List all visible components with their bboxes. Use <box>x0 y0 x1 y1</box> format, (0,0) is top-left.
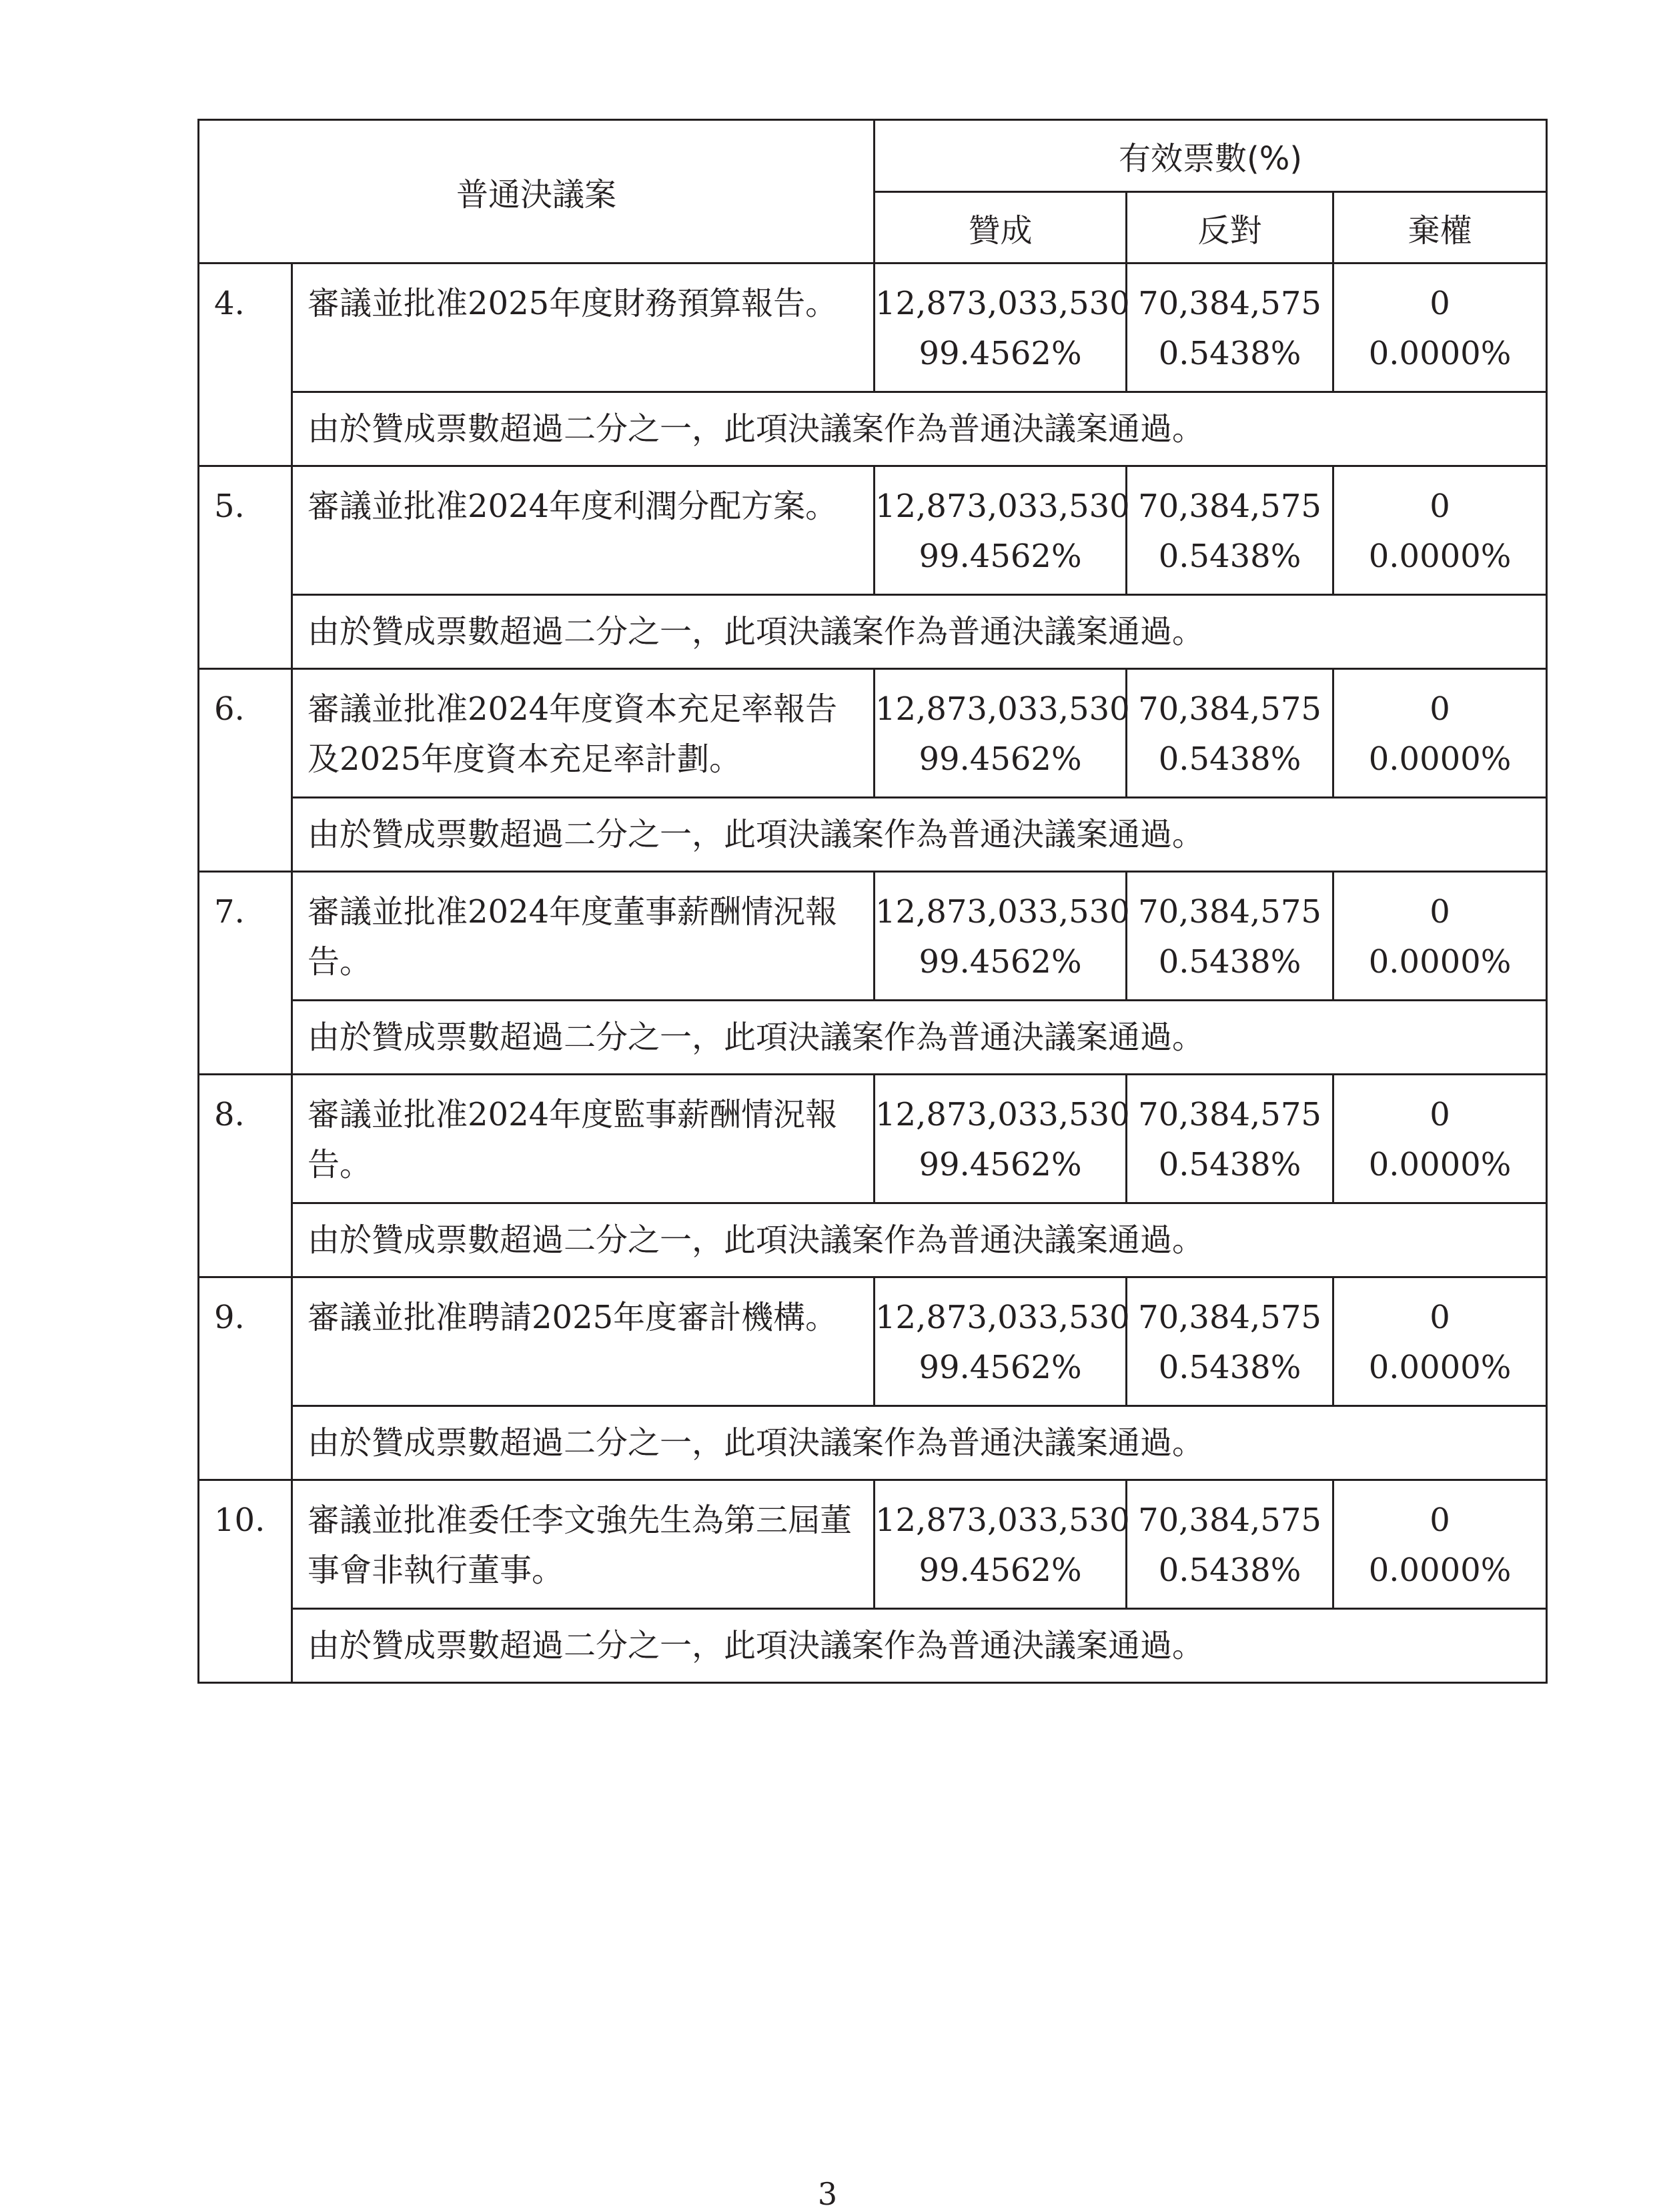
resolution-text: 審議並批准聘請2025年度審計機構。 <box>292 1277 875 1406</box>
resolution-number: 5. <box>199 466 292 669</box>
against-votes <box>1127 1075 1333 1203</box>
abstain-pct: 0.0000% <box>1368 740 1512 778</box>
resolution-row <box>199 466 1547 595</box>
header-against: 反對 <box>1127 192 1333 263</box>
abstain-count: 0 <box>1430 690 1450 728</box>
for-count: 12,873,033,530 <box>875 285 1130 322</box>
resolution-row <box>199 872 1547 1001</box>
against-count: 70,384,575 <box>1138 893 1321 931</box>
abstain-pct: 0.0000% <box>1368 538 1512 575</box>
abstain-pct: 0.0000% <box>1368 1552 1512 1589</box>
against-votes <box>1127 872 1333 1001</box>
for-count: 12,873,033,530 <box>875 690 1130 728</box>
abstain-count: 0 <box>1430 488 1450 525</box>
abstain-count: 0 <box>1430 285 1450 322</box>
for-votes <box>875 1075 1130 1203</box>
against-votes <box>1127 466 1333 595</box>
resolution-note: 由於贊成票數超過二分之一，此項決議案作為普通決議案通過。 <box>292 798 1547 872</box>
abstain-votes <box>1333 1277 1547 1406</box>
resolution-number: 9. <box>199 1277 292 1480</box>
against-pct: 0.5438% <box>1158 335 1301 372</box>
for-pct: 99.4562% <box>919 335 1082 372</box>
resolution-number: 8. <box>199 1075 292 1277</box>
for-votes <box>875 1277 1130 1406</box>
against-count: 70,384,575 <box>1138 488 1321 525</box>
resolution-table <box>197 119 1548 1684</box>
for-pct: 99.4562% <box>919 1552 1082 1589</box>
against-votes <box>1127 1480 1333 1609</box>
for-count: 12,873,033,530 <box>875 488 1130 525</box>
abstain-count: 0 <box>1430 1299 1450 1336</box>
abstain-votes <box>1333 1075 1547 1203</box>
for-count: 12,873,033,530 <box>875 893 1130 931</box>
abstain-votes <box>1333 669 1547 798</box>
resolution-text: 審議並批准2024年度資本充足率報告及2025年度資本充足率計劃。 <box>292 669 875 798</box>
against-pct: 0.5438% <box>1158 943 1301 981</box>
resolution-text: 審議並批准2024年度監事薪酬情況報告。 <box>292 1075 875 1203</box>
against-count: 70,384,575 <box>1138 285 1321 322</box>
abstain-votes <box>1333 872 1547 1001</box>
against-pct: 0.5438% <box>1158 1552 1301 1589</box>
for-votes <box>875 669 1130 798</box>
resolution-text: 審議並批准委任李文強先生為第三屆董事會非執行董事。 <box>292 1480 875 1609</box>
against-count: 70,384,575 <box>1138 690 1321 728</box>
against-pct: 0.5438% <box>1158 1146 1301 1183</box>
for-votes <box>875 466 1130 595</box>
header-abstain: 棄權 <box>1333 192 1547 263</box>
against-count: 70,384,575 <box>1138 1299 1321 1336</box>
resolution-text: 審議並批准2024年度董事薪酬情況報告。 <box>292 872 875 1001</box>
resolution-row <box>199 263 1547 392</box>
for-votes <box>875 263 1130 392</box>
for-pct: 99.4562% <box>919 1146 1082 1183</box>
header-resolution: 普通決議案 <box>199 120 875 263</box>
abstain-count: 0 <box>1430 1502 1450 1539</box>
abstain-pct: 0.0000% <box>1368 1349 1512 1386</box>
resolution-note: 由於贊成票數超過二分之一，此項決議案作為普通決議案通過。 <box>292 1203 1547 1277</box>
abstain-pct: 0.0000% <box>1368 943 1512 981</box>
against-count: 70,384,575 <box>1138 1502 1321 1539</box>
header-for: 贊成 <box>875 192 1127 263</box>
abstain-pct: 0.0000% <box>1368 1146 1512 1183</box>
for-count: 12,873,033,530 <box>875 1096 1130 1133</box>
for-pct: 99.4562% <box>919 1349 1082 1386</box>
resolution-note: 由於贊成票數超過二分之一，此項決議案作為普通決議案通過。 <box>292 1406 1547 1480</box>
abstain-count: 0 <box>1430 1096 1450 1133</box>
resolution-row <box>199 1480 1547 1609</box>
resolution-note: 由於贊成票數超過二分之一，此項決議案作為普通決議案通過。 <box>292 1001 1547 1075</box>
for-pct: 99.4562% <box>919 943 1082 981</box>
resolution-number: 6. <box>199 669 292 872</box>
for-votes <box>875 1480 1130 1609</box>
for-count: 12,873,033,530 <box>875 1299 1130 1336</box>
header-valid-votes: 有效票數(%) <box>875 120 1547 192</box>
abstain-pct: 0.0000% <box>1368 335 1512 372</box>
resolution-number: 4. <box>199 263 292 466</box>
against-pct: 0.5438% <box>1158 1349 1301 1386</box>
against-pct: 0.5438% <box>1158 740 1301 778</box>
page-number: 3 <box>817 2176 838 2212</box>
resolution-row <box>199 669 1547 798</box>
for-count: 12,873,033,530 <box>875 1502 1130 1539</box>
abstain-votes <box>1333 1480 1547 1609</box>
resolution-row <box>199 1075 1547 1203</box>
resolution-note: 由於贊成票數超過二分之一，此項決議案作為普通決議案通過。 <box>292 595 1547 669</box>
abstain-count: 0 <box>1430 893 1450 931</box>
for-votes <box>875 872 1130 1001</box>
resolution-number: 7. <box>199 872 292 1075</box>
abstain-votes <box>1333 263 1547 392</box>
against-votes <box>1127 263 1333 392</box>
against-count: 70,384,575 <box>1138 1096 1321 1133</box>
against-pct: 0.5438% <box>1158 538 1301 575</box>
resolution-note: 由於贊成票數超過二分之一，此項決議案作為普通決議案通過。 <box>292 392 1547 466</box>
for-pct: 99.4562% <box>919 740 1082 778</box>
resolution-number: 10. <box>199 1480 292 1683</box>
resolution-row <box>199 1277 1547 1406</box>
for-pct: 99.4562% <box>919 538 1082 575</box>
abstain-votes <box>1333 466 1547 595</box>
resolution-note: 由於贊成票數超過二分之一，此項決議案作為普通決議案通過。 <box>292 1609 1547 1683</box>
resolution-text: 審議並批准2025年度財務預算報告。 <box>292 263 875 392</box>
against-votes <box>1127 1277 1333 1406</box>
against-votes <box>1127 669 1333 798</box>
resolution-text: 審議並批准2024年度利潤分配方案。 <box>292 466 875 595</box>
